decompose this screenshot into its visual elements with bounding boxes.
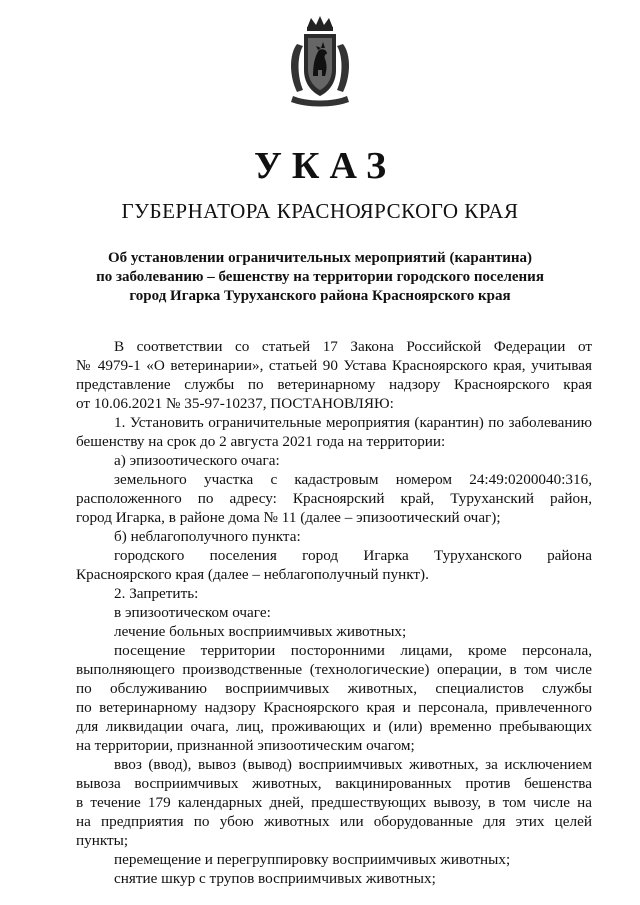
body-line: 1. Установить ограничительные мероприятия (карантин) по заболеванию <box>114 414 592 431</box>
body-line: представление службы по ветеринарному надзору Красноярского края <box>76 376 592 393</box>
heading-line: Об установлении ограничительных мероприятий (карантина) <box>107 250 532 266</box>
body-line: выполняющего производственные (технологические) операции, в том числе <box>76 661 592 678</box>
body-line: по обслуживанию восприимчивых животных, специалистов службы <box>76 680 592 697</box>
body-line: В соответствии со статьей 17 Закона Российской Федерации от <box>114 338 592 355</box>
body-line: Красноярского края (далее – неблагополучный пункт). <box>76 566 429 583</box>
body-line: городского поселения город Игарка Туруханского района <box>114 547 592 564</box>
body-line: снятие шкур с трупов восприимчивых животных; <box>114 870 436 887</box>
document-body <box>76 337 592 888</box>
body-line: б) неблагополучного пункта: <box>114 528 301 545</box>
heading-line: по заболеванию – бешенству на территории городского поселения <box>96 269 544 285</box>
body-line: 2. Запретить: <box>114 585 199 602</box>
body-line: на предприятия по убою животных или оборудованные для этих целей <box>76 813 592 830</box>
body-line: пункты; <box>76 832 129 849</box>
body-line: город Игарка, в районе дома № 11 (далее – эпизоотический очаг); <box>76 509 501 526</box>
krasnoyarsk-coat-of-arms-icon <box>283 14 357 108</box>
body-line: в эпизоотическом очаге: <box>114 604 271 621</box>
body-line: земельного участка с кадастровым номером 24:49:0200040:316, <box>114 471 592 488</box>
body-line: по ветеринарному надзору Красноярского края и персонала, привлеченного <box>76 699 592 716</box>
body-line: вывоза восприимчивых животных, вакцинированных против бешенства <box>76 775 592 792</box>
body-line: перемещение и перегруппировку восприимчивых животных; <box>114 851 511 868</box>
heading-line: город Игарка Туруханского района Красноярского края <box>129 288 511 304</box>
body-line: а) эпизоотического очага: <box>114 452 280 469</box>
body-line: в течение 179 календарных дней, предшествующих вывозу, в том числе на <box>76 794 592 811</box>
body-line: ввоз (ввод), вывоз (вывод) восприимчивых животных, за исключением <box>114 756 592 773</box>
body-line: для ликвидации очага, лиц, проживающих и (или) временно пребывающих <box>76 718 592 735</box>
body-line: посещение территории посторонними лицами, кроме персонала, <box>114 642 592 659</box>
body-line: расположенного по адресу: Красноярский край, Туруханский район, <box>76 490 592 507</box>
body-line: лечение больных восприимчивых животных; <box>114 623 407 640</box>
body-line: бешенству на срок до 2 августа 2021 года на территории: <box>76 433 446 450</box>
document-title: УКАЗ <box>254 145 396 187</box>
body-line: на территории, признанной эпизоотическим очагом; <box>76 737 415 754</box>
document-subtitle: ГУБЕРНАТОРА КРАСНОЯРСКОГО КРАЯ <box>121 199 519 223</box>
document-heading <box>60 249 580 306</box>
body-line: от 10.06.2021 № 35-97-10237, ПОСТАНОВЛЯЮ: <box>76 395 394 412</box>
body-line: № 4979-1 «О ветеринарии», статьей 90 Устава Красноярского края, учитывая <box>76 357 592 374</box>
